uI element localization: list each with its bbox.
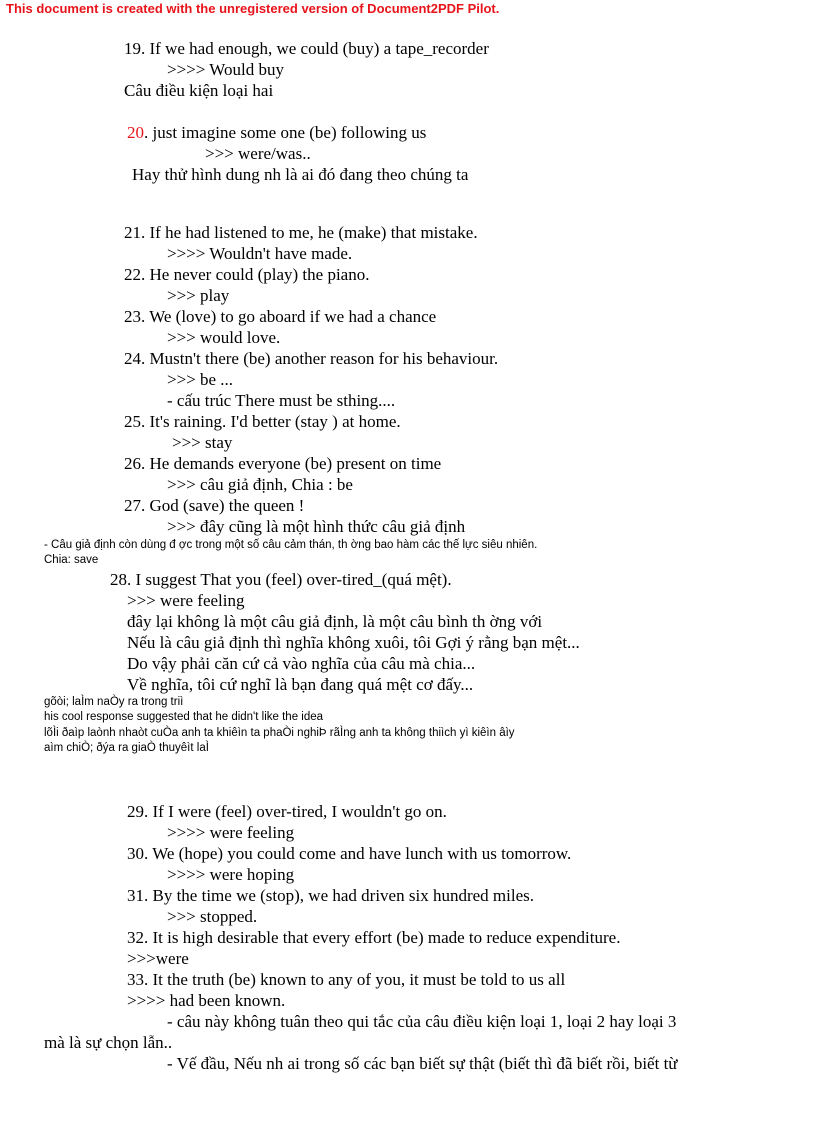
- q28-line-2: Nếu là câu giả định thì nghĩa không xuôi, tôi Gợi ý rằng bạn mệt...: [127, 633, 580, 652]
- q26-answer: >>> câu giả định, Chia : be: [167, 475, 353, 494]
- q28-line-1: đây lại không là một câu giả định, là một câu bình th ờng với: [127, 612, 543, 631]
- q33-answer: >>>> had been known.: [127, 991, 286, 1010]
- q25-answer: >>> stay: [172, 433, 233, 452]
- q20-number: 20: [127, 123, 144, 142]
- q28-small-line-1: gõòi; laÌm naÒy ra trong triì: [44, 696, 184, 708]
- q28-small-line-3: lõÌi ðaìp laònh nhaòt cuÒa anh ta khiêìn ta phaÒi nghiÞ rãÌng anh ta không thiìch yì kiêìn âìy: [44, 727, 515, 739]
- q28-answer: >>> were feeling: [127, 591, 245, 610]
- q27-small-chia: Chia: save: [44, 554, 99, 566]
- q33-question: 33. It the truth (be) known to any of you, it must be told to us all: [127, 970, 566, 989]
- q20-question-text: . just imagine some one (be) following us: [144, 123, 427, 142]
- q20-question: [127, 122, 426, 143]
- q30-question: 30. We (hope) you could come and have lunch with us tomorrow.: [127, 844, 572, 863]
- q25-question: 25. It's raining. I'd better (stay ) at home.: [124, 412, 401, 431]
- q24-note: - cấu trúc There must be sthing....: [167, 391, 396, 410]
- q31-question: 31. By the time we (stop), we had driven six hundred miles.: [127, 886, 534, 905]
- q22-question: 22. He never could (play) the piano.: [124, 265, 370, 284]
- q27-small-note: - Câu giả định còn dùng đ ợc trong một số câu cảm thán, th ờng bao hàm các thế lực siêu nhiên.: [44, 539, 538, 551]
- q29-question: 29. If I were (feel) over-tired, I wouldn't go on.: [127, 802, 447, 821]
- q19-answer: >>>> Would buy: [167, 60, 284, 79]
- q27-question: 27. God (save) the queen !: [124, 496, 305, 515]
- q28-small-line-4: aìm chiÒ; ðýa ra giaÒ thuyêìt laÌ: [44, 742, 209, 754]
- q24-question: 24. Mustn't there (be) another reason for his behaviour.: [124, 349, 499, 368]
- q32-question: 32. It is high desirable that every effort (be) made to reduce expenditure.: [127, 928, 621, 947]
- q19-question: 19. If we had enough, we could (buy) a tape_recorder: [124, 39, 489, 58]
- q23-answer: >>> would love.: [167, 328, 281, 347]
- q32-answer: >>>were: [127, 949, 189, 968]
- q33-note-1a: - câu này không tuân theo qui tắc của câu điều kiện loại 1, loại 2 hay loại 3: [167, 1012, 677, 1031]
- q28-line-3: Do vậy phải căn cứ cả vào nghĩa của câu mà chia...: [127, 654, 476, 673]
- q31-answer: >>> stopped.: [167, 907, 258, 926]
- q26-question: 26. He demands everyone (be) present on time: [124, 454, 442, 473]
- q33-note-1b: mà là sự chọn lẫn..: [44, 1033, 173, 1052]
- q21-answer: >>>> Wouldn't have made.: [167, 244, 353, 263]
- q20-note: Hay thử hình dung nh là ai đó đang theo chúng ta: [132, 165, 469, 184]
- q20-answer: >>> were/was..: [205, 144, 311, 163]
- q30-answer: >>>> were hoping: [167, 865, 295, 884]
- q28-line-4: Về nghĩa, tôi cứ nghĩ là bạn đang quá mệt cơ đấy...: [127, 675, 474, 694]
- q24-answer: >>> be ...: [167, 370, 234, 389]
- q19-note: Câu điều kiện loại hai: [124, 81, 274, 100]
- q22-answer: >>> play: [167, 286, 230, 305]
- q27-answer: >>> đây cũng là một hình thức câu giả định: [167, 517, 466, 536]
- q28-small-line-2: his cool response suggested that he didn't like the idea: [44, 711, 324, 723]
- q21-question: 21. If he had listened to me, he (make) that mistake.: [124, 223, 478, 242]
- q29-answer: >>>> were feeling: [167, 823, 295, 842]
- q33-note-2: - Vế đầu, Nếu nh ai trong số các bạn biết sự thật (biết thì đã biết rồi, biết từ: [167, 1054, 678, 1073]
- watermark-banner: This document is created with the unregistered version of Document2PDF Pilot.: [6, 1, 500, 16]
- q23-question: 23. We (love) to go aboard if we had a chance: [124, 307, 437, 326]
- q28-question: 28. I suggest That you (feel) over-tired_(quá mệt).: [110, 570, 452, 589]
